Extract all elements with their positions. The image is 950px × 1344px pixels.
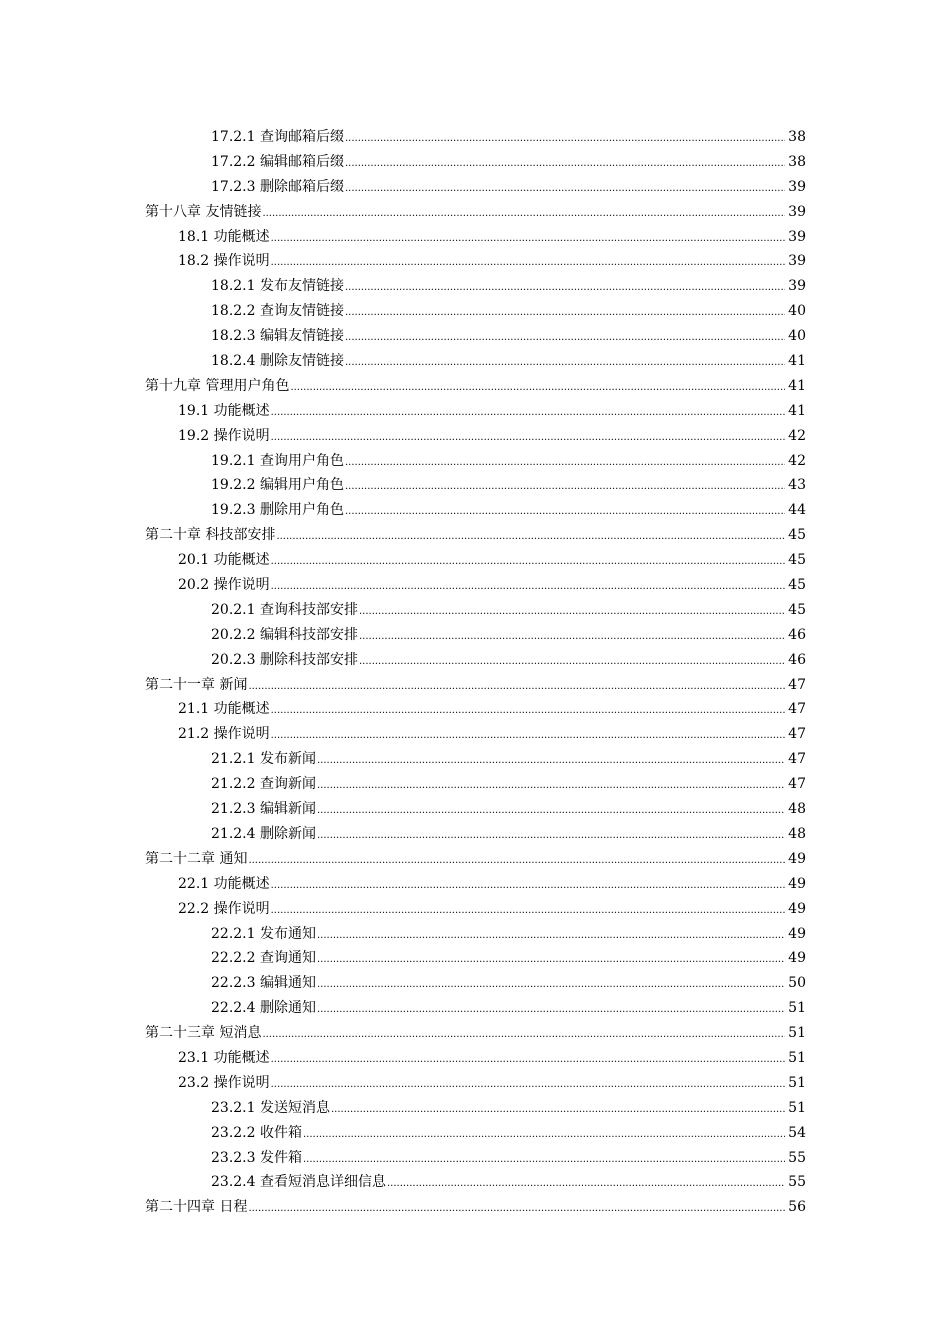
toc-entry-title: 20.2 操作说明 [178, 577, 270, 594]
toc-entry-title: 第二十二章 通知 [145, 850, 248, 867]
toc-entry-title: 20.2.2 编辑科技部安排 [211, 626, 358, 643]
toc-page-number: 45 [788, 577, 806, 594]
toc-dot-leader [359, 650, 785, 675]
toc-page-number: 39 [788, 253, 806, 270]
toc-dot-leader [359, 600, 785, 625]
toc-section-entry[interactable] [0, 897, 950, 922]
toc-entry-title: 21.2.4 删除新闻 [211, 825, 316, 842]
toc-dot-leader [345, 351, 785, 376]
toc-entry-title: 21.1 功能概述 [178, 701, 270, 718]
toc-entry-title: 17.2.3 删除邮箱后缀 [211, 178, 344, 195]
toc-entry-title: 18.1 功能概述 [178, 228, 270, 245]
toc-chapter-entry[interactable] [0, 1021, 950, 1046]
toc-dot-leader [303, 1123, 785, 1148]
toc-chapter-entry[interactable] [0, 847, 950, 872]
toc-section-entry[interactable] [0, 872, 950, 897]
toc-page-number: 49 [788, 900, 806, 917]
toc-page-number: 51 [788, 1000, 806, 1017]
toc-page-number: 51 [788, 1099, 806, 1116]
toc-page-number: 49 [788, 875, 806, 892]
toc-section-entry[interactable] [0, 424, 950, 449]
toc-page-number: 44 [788, 502, 806, 519]
toc-dot-leader [345, 276, 785, 301]
toc-page-number: 38 [788, 153, 806, 170]
toc-entry-title: 17.2.1 查询邮箱后缀 [211, 129, 344, 145]
toc-page-number: 39 [788, 203, 806, 220]
toc-entry-title: 第二十三章 短消息 [145, 1025, 262, 1042]
toc-page-number: 42 [788, 427, 806, 444]
toc-entry-title: 18.2.4 删除友情链接 [211, 353, 344, 370]
toc-dot-leader [271, 899, 785, 924]
toc-subsection-entry[interactable] [0, 274, 950, 299]
toc-section-entry[interactable] [0, 722, 950, 747]
toc-section-entry[interactable] [0, 697, 950, 722]
toc-entry-title: 22.2.2 查询通知 [211, 950, 316, 967]
toc-subsection-entry[interactable] [0, 324, 950, 349]
toc-subsection-entry[interactable] [0, 1096, 950, 1121]
toc-dot-leader [317, 998, 785, 1023]
toc-dot-leader [345, 451, 785, 476]
toc-section-entry[interactable] [0, 225, 950, 250]
toc-entry-title: 21.2 操作说明 [178, 726, 270, 743]
toc-page-number: 49 [788, 950, 806, 967]
toc-entry-title: 20.2.3 删除科技部安排 [211, 651, 358, 668]
toc-page-number: 48 [788, 825, 806, 842]
toc-section-entry[interactable] [0, 573, 950, 598]
toc-subsection-entry[interactable] [0, 150, 950, 175]
toc-entry-title: 22.2.3 编辑通知 [211, 975, 316, 992]
toc-page-number: 47 [788, 726, 806, 743]
toc-dot-leader [345, 475, 785, 500]
toc-subsection-entry[interactable] [0, 349, 950, 374]
toc-dot-leader [271, 874, 785, 899]
toc-page-number: 40 [788, 328, 806, 345]
table-of-contents [0, 125, 950, 1220]
toc-entry-title: 23.2.3 发件箱 [211, 1149, 302, 1166]
toc-dot-leader [317, 774, 785, 799]
toc-subsection-entry[interactable] [0, 1121, 950, 1146]
toc-entry-title: 17.2.2 编辑邮箱后缀 [211, 153, 344, 170]
toc-subsection-entry[interactable] [0, 772, 950, 797]
toc-chapter-entry[interactable] [0, 374, 950, 399]
toc-page-number: 51 [788, 1025, 806, 1042]
toc-entry-title: 22.2.1 发布通知 [211, 925, 316, 942]
toc-subsection-entry[interactable] [0, 175, 950, 200]
toc-entry-title: 19.1 功能概述 [178, 402, 270, 419]
toc-dot-leader [290, 376, 785, 401]
toc-subsection-entry[interactable] [0, 299, 950, 324]
toc-page-number: 41 [788, 402, 806, 419]
toc-dot-leader [317, 824, 785, 849]
toc-entry-title: 18.2.1 发布友情链接 [211, 278, 344, 295]
toc-dot-leader [345, 177, 785, 202]
toc-dot-leader [271, 550, 785, 575]
toc-page-number: 42 [788, 452, 806, 469]
toc-dot-leader [271, 1048, 785, 1073]
toc-entry-title: 22.2 操作说明 [178, 900, 270, 917]
toc-dot-leader [331, 1098, 785, 1123]
toc-dot-leader [387, 1172, 785, 1197]
toc-page-number: 47 [788, 701, 806, 718]
toc-entry-title: 23.2.4 查看短消息详细信息 [211, 1174, 386, 1191]
toc-page-number: 56 [788, 1199, 806, 1216]
toc-entry-title: 19.2.1 查询用户角色 [211, 452, 344, 469]
toc-entry-title: 第十九章 管理用户角色 [145, 377, 290, 394]
toc-page-number: 51 [788, 1074, 806, 1091]
toc-dot-leader [271, 699, 785, 724]
toc-dot-leader [317, 948, 785, 973]
toc-dot-leader [271, 575, 785, 600]
toc-page-number: 46 [788, 651, 806, 668]
toc-page-number: 43 [788, 477, 806, 494]
toc-subsection-entry[interactable] [0, 971, 950, 996]
toc-page-number: 47 [788, 776, 806, 793]
toc-page-number: 38 [788, 129, 806, 145]
toc-page-number: 39 [788, 278, 806, 295]
toc-entry-title: 18.2.3 编辑友情链接 [211, 328, 344, 345]
toc-entry-title: 23.2 操作说明 [178, 1074, 270, 1091]
toc-page-number: 51 [788, 1049, 806, 1066]
toc-dot-leader [271, 1073, 785, 1098]
toc-subsection-entry[interactable] [0, 797, 950, 822]
toc-chapter-entry[interactable] [0, 673, 950, 698]
toc-entry-title: 21.2.1 发布新闻 [211, 751, 316, 768]
toc-entry-title: 22.2.4 删除通知 [211, 1000, 316, 1017]
toc-subsection-entry[interactable] [0, 946, 950, 971]
toc-subsection-entry[interactable] [0, 623, 950, 648]
toc-subsection-entry[interactable] [0, 498, 950, 523]
toc-page-number: 39 [788, 178, 806, 195]
toc-entry-title: 19.2 操作说明 [178, 427, 270, 444]
toc-section-entry[interactable] [0, 1071, 950, 1096]
toc-subsection-entry[interactable] [0, 449, 950, 474]
toc-dot-leader [271, 724, 785, 749]
toc-dot-leader [317, 973, 785, 998]
toc-page-number: 41 [788, 377, 806, 394]
toc-page-number: 55 [788, 1174, 806, 1191]
toc-page-number: 45 [788, 552, 806, 569]
toc-entry-title: 19.2.2 编辑用户角色 [211, 477, 344, 494]
toc-page-number: 47 [788, 751, 806, 768]
toc-section-entry[interactable] [0, 1046, 950, 1071]
toc-section-entry[interactable] [0, 249, 950, 274]
toc-subsection-entry[interactable] [0, 822, 950, 847]
toc-dot-leader [271, 401, 785, 426]
toc-subsection-entry[interactable] [0, 1170, 950, 1195]
toc-section-entry[interactable] [0, 548, 950, 573]
toc-subsection-entry[interactable] [0, 125, 950, 150]
toc-dot-leader [271, 251, 785, 276]
toc-section-entry[interactable] [0, 399, 950, 424]
toc-page-number: 46 [788, 626, 806, 643]
toc-entry-title: 18.2.2 查询友情链接 [211, 303, 344, 320]
toc-entry-title: 21.2.2 查询新闻 [211, 776, 316, 793]
toc-subsection-entry[interactable] [0, 747, 950, 772]
toc-page-number: 39 [788, 228, 806, 245]
toc-page-number: 45 [788, 527, 806, 544]
toc-page-number: 49 [788, 925, 806, 942]
toc-dot-leader [303, 1148, 785, 1173]
toc-dot-leader [345, 326, 785, 351]
toc-dot-leader [345, 500, 785, 525]
toc-entry-title: 23.2.2 收件箱 [211, 1124, 302, 1141]
toc-dot-leader [345, 152, 785, 177]
toc-dot-leader [248, 1197, 785, 1222]
toc-page-number: 54 [788, 1124, 806, 1141]
toc-entry-title: 21.2.3 编辑新闻 [211, 801, 316, 818]
toc-entry-title: 19.2.3 删除用户角色 [211, 502, 344, 519]
toc-chapter-entry[interactable] [0, 200, 950, 225]
toc-page-number: 40 [788, 303, 806, 320]
toc-subsection-entry[interactable] [0, 648, 950, 673]
toc-dot-leader [248, 675, 785, 700]
toc-entry-title: 第十八章 友情链接 [145, 203, 262, 220]
toc-dot-leader [345, 301, 785, 326]
toc-entry-title: 23.1 功能概述 [178, 1049, 270, 1066]
toc-entry-title: 18.2 操作说明 [178, 253, 270, 270]
toc-subsection-entry[interactable] [0, 598, 950, 623]
toc-dot-leader [271, 227, 785, 252]
toc-entry-title: 22.1 功能概述 [178, 875, 270, 892]
toc-subsection-entry[interactable] [0, 1146, 950, 1171]
toc-dot-leader [317, 799, 785, 824]
toc-entry-title: 20.1 功能概述 [178, 552, 270, 569]
toc-subsection-entry[interactable] [0, 473, 950, 498]
toc-dot-leader [271, 426, 785, 451]
toc-dot-leader [317, 749, 785, 774]
toc-dot-leader [317, 924, 785, 949]
toc-entry-title: 20.2.1 查询科技部安排 [211, 601, 358, 618]
toc-dot-leader [262, 1023, 785, 1048]
toc-entry-title: 第二十一章 新闻 [145, 676, 248, 693]
toc-page-number: 55 [788, 1149, 806, 1166]
toc-page-number: 41 [788, 353, 806, 370]
toc-page-number: 49 [788, 850, 806, 867]
toc-entry-title: 第二十四章 日程 [145, 1199, 248, 1216]
toc-dot-leader [345, 127, 785, 152]
toc-page-number: 47 [788, 676, 806, 693]
toc-chapter-entry[interactable] [0, 523, 950, 548]
toc-page-number: 50 [788, 975, 806, 992]
toc-subsection-entry[interactable] [0, 922, 950, 947]
toc-dot-leader [276, 525, 785, 550]
toc-dot-leader [248, 849, 785, 874]
toc-dot-leader [262, 202, 785, 227]
toc-entry-title: 23.2.1 发送短消息 [211, 1099, 330, 1116]
toc-entry-title: 第二十章 科技部安排 [145, 527, 276, 544]
toc-dot-leader [359, 625, 785, 650]
toc-chapter-entry[interactable] [0, 1195, 950, 1220]
toc-page-number: 45 [788, 601, 806, 618]
toc-page-number: 48 [788, 801, 806, 818]
toc-subsection-entry[interactable] [0, 996, 950, 1021]
